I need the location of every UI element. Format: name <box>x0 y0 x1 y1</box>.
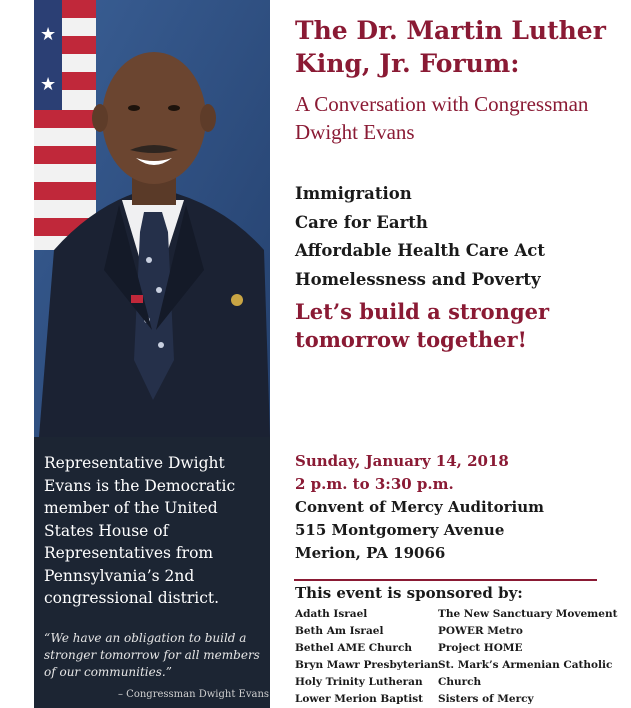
sponsor-item: Holy Trinity Lutheran <box>295 676 423 688</box>
tagline: Let’s build a stronger tomorrow together! <box>295 299 550 352</box>
sponsor-list-left <box>295 606 438 708</box>
sponsor-item: Beth Am Israel <box>295 625 384 637</box>
quote-author: – Congressman Dwight Evans <box>118 689 270 700</box>
sponsor-list-right <box>438 606 617 708</box>
portrait-photo <box>34 0 270 437</box>
sponsor-item: The New Sanctuary Movement <box>438 608 618 620</box>
sponsor-item: Church <box>438 676 482 688</box>
event-venue: Convent of Mercy Auditorium <box>295 498 545 516</box>
event-time: 2 p.m. to 3:30 p.m. <box>295 475 454 493</box>
sponsor-item: Adath Israel <box>295 608 368 620</box>
svg-text:★: ★ <box>40 24 57 45</box>
sponsor-item: Bethel AME Church <box>295 642 412 654</box>
topic-item: Care for Earth <box>295 212 428 232</box>
american-flag <box>34 0 96 250</box>
topic-item: Affordable Health Care Act <box>295 241 545 260</box>
sponsors-divider <box>294 579 597 581</box>
sponsor-item: Sisters of Mercy <box>438 693 534 705</box>
topic-item: Homelessness and Poverty <box>295 269 541 289</box>
forum-subtitle: A Conversation with Congressman Dwight Evans <box>295 92 589 144</box>
event-details <box>295 450 615 565</box>
forum-title: The Dr. Martin Luther King, Jr. Forum: <box>295 16 606 78</box>
sponsor-item: Bryn Mawr Presbyterian <box>295 659 439 671</box>
sponsor-item: POWER Metro <box>438 625 523 637</box>
quote-text: “We have an obligation to build a stronger tomorrow for all members of our communities.” <box>44 631 260 679</box>
sponsor-item: Project HOME <box>438 642 523 654</box>
event-city: Merion, PA 19066 <box>295 544 446 562</box>
event-street: 515 Montgomery Avenue <box>295 521 505 539</box>
bio-text: Representative Dwight Evans is the Democratic member of the United States House of Representatives from Pennsylvania’s 2nd congressional district. <box>44 454 236 607</box>
topic-item: Immigration <box>295 184 412 203</box>
sponsor-item: Lower Merion Baptist <box>295 693 424 705</box>
topic-list <box>295 180 625 294</box>
event-date: Sunday, January 14, 2018 <box>295 452 509 470</box>
sponsors-heading: This event is sponsored by: <box>295 584 523 602</box>
sponsor-item: St. Mark’s Armenian Catholic <box>438 659 613 671</box>
svg-text:★: ★ <box>40 74 57 95</box>
